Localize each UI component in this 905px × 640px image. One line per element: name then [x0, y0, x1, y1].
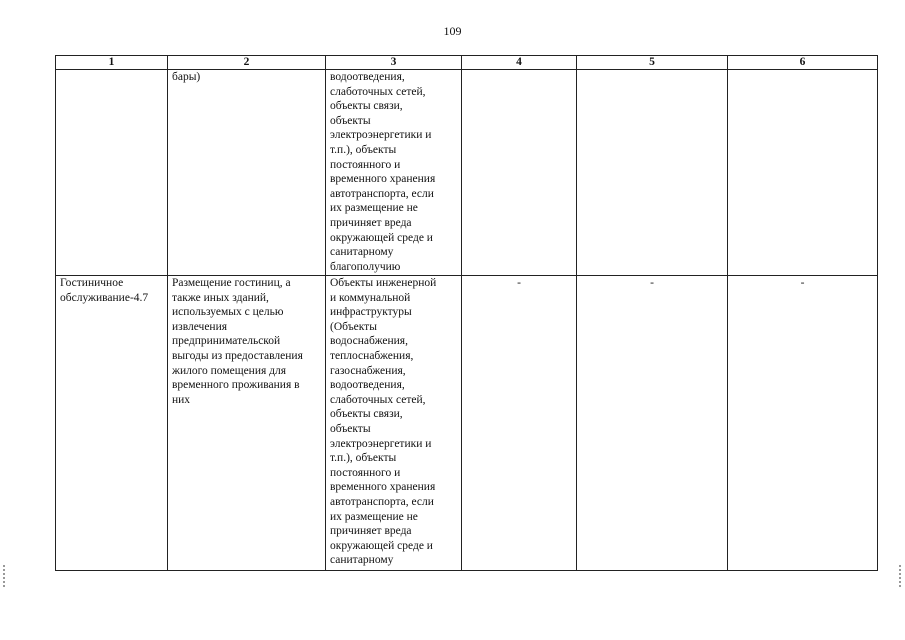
column-6-cell: - — [728, 276, 878, 571]
cell-text-line: их размещение не — [330, 510, 418, 523]
cell-text-line: слаботочных сетей, — [330, 85, 426, 98]
cell-text-line: электроэнергетики и — [330, 437, 432, 450]
cell-text-line: окружающей среде и — [330, 539, 433, 552]
column-header-1: 1 — [56, 56, 168, 70]
table-row — [56, 70, 878, 276]
cell-text-line: электроэнергетики и — [330, 129, 432, 142]
cell-text-line: них — [172, 393, 191, 406]
cell-text-line: их размещение не — [330, 202, 418, 215]
cell-text-line: теплоснабжения, — [330, 349, 414, 362]
cell-text-line: водоснабжения, — [330, 335, 408, 348]
cell-text-line: причиняет вреда — [330, 216, 412, 229]
column-4-cell: - — [462, 276, 577, 571]
column-5-cell: - — [577, 276, 728, 571]
allowed-objects-cell — [326, 276, 462, 571]
description-cell — [168, 276, 326, 571]
cell-text-line: автотранспорта, если — [330, 495, 434, 508]
use-type-cell — [56, 276, 168, 571]
cell-text-line: объекты связи, — [330, 408, 403, 421]
cell-text-line: объекты — [330, 422, 371, 435]
cell-text-line: водоотведения, — [330, 379, 405, 392]
cell-text-line: обслуживание-4.7 — [60, 291, 149, 304]
cell-text-line: слаботочных сетей, — [330, 393, 426, 406]
cell-text-line: т.п.), объекты — [330, 143, 397, 156]
scan-edge-mark-right — [899, 565, 901, 587]
description-cell — [168, 70, 326, 276]
allowed-objects-cell — [326, 70, 462, 276]
cell-text-line: используемых с целью — [172, 306, 284, 319]
cell-text-line: выгоды из предоставления — [172, 349, 303, 362]
cell-text-line: автотранспорта, если — [330, 187, 434, 200]
cell-text-line: Объекты инженерной — [330, 277, 437, 289]
page-number: 109 — [443, 24, 462, 38]
cell-text-line: объекты связи, — [330, 100, 403, 113]
cell-text-line: благополучию — [330, 260, 401, 273]
cell-text-line: постоянного и — [330, 158, 401, 171]
cell-text-line: временного проживания в — [172, 379, 300, 392]
cell-text-line: временного хранения — [330, 173, 436, 186]
cell-text-line: также иных зданий, — [172, 291, 269, 304]
cell-text-line: предпринимательской — [172, 335, 281, 348]
cell-text-line: т.п.), объекты — [330, 452, 397, 465]
cell-text-line: жилого помещения для — [172, 364, 287, 377]
column-6-cell — [728, 70, 878, 276]
scan-edge-mark-left — [3, 565, 5, 587]
cell-text-line: бары) — [172, 71, 201, 83]
column-header-2: 2 — [168, 56, 326, 70]
column-header-5: 5 — [577, 56, 728, 70]
cell-text-line: Размещение гостиниц, а — [172, 277, 291, 289]
column-5-cell — [577, 70, 728, 276]
header-row — [56, 56, 878, 70]
column-header-6: 6 — [728, 56, 878, 70]
cell-text-line: окружающей среде и — [330, 231, 433, 244]
cell-text-line: санитарному — [330, 554, 394, 567]
cell-text-line: извлечения — [172, 320, 228, 333]
cell-text-line: причиняет вреда — [330, 525, 412, 538]
table-row — [56, 276, 878, 571]
cell-text-line: инфраструктуры — [330, 306, 412, 319]
column-header-4: 4 — [462, 56, 577, 70]
cell-text-line: газоснабжения, — [330, 364, 406, 377]
use-type-cell — [56, 70, 168, 276]
column-4-cell — [462, 70, 577, 276]
cell-text-line: и коммунальной — [330, 291, 411, 304]
cell-text-line: постоянного и — [330, 466, 401, 479]
cell-text-line: Гостиничное — [60, 277, 124, 289]
land-use-table — [55, 55, 878, 571]
cell-text-line: (Объекты — [330, 320, 377, 333]
cell-text-line: объекты — [330, 114, 371, 127]
cell-text-line: водоотведения, — [330, 71, 405, 83]
cell-text-line: временного хранения — [330, 481, 436, 494]
cell-text-line: санитарному — [330, 246, 394, 259]
column-header-3: 3 — [326, 56, 462, 70]
